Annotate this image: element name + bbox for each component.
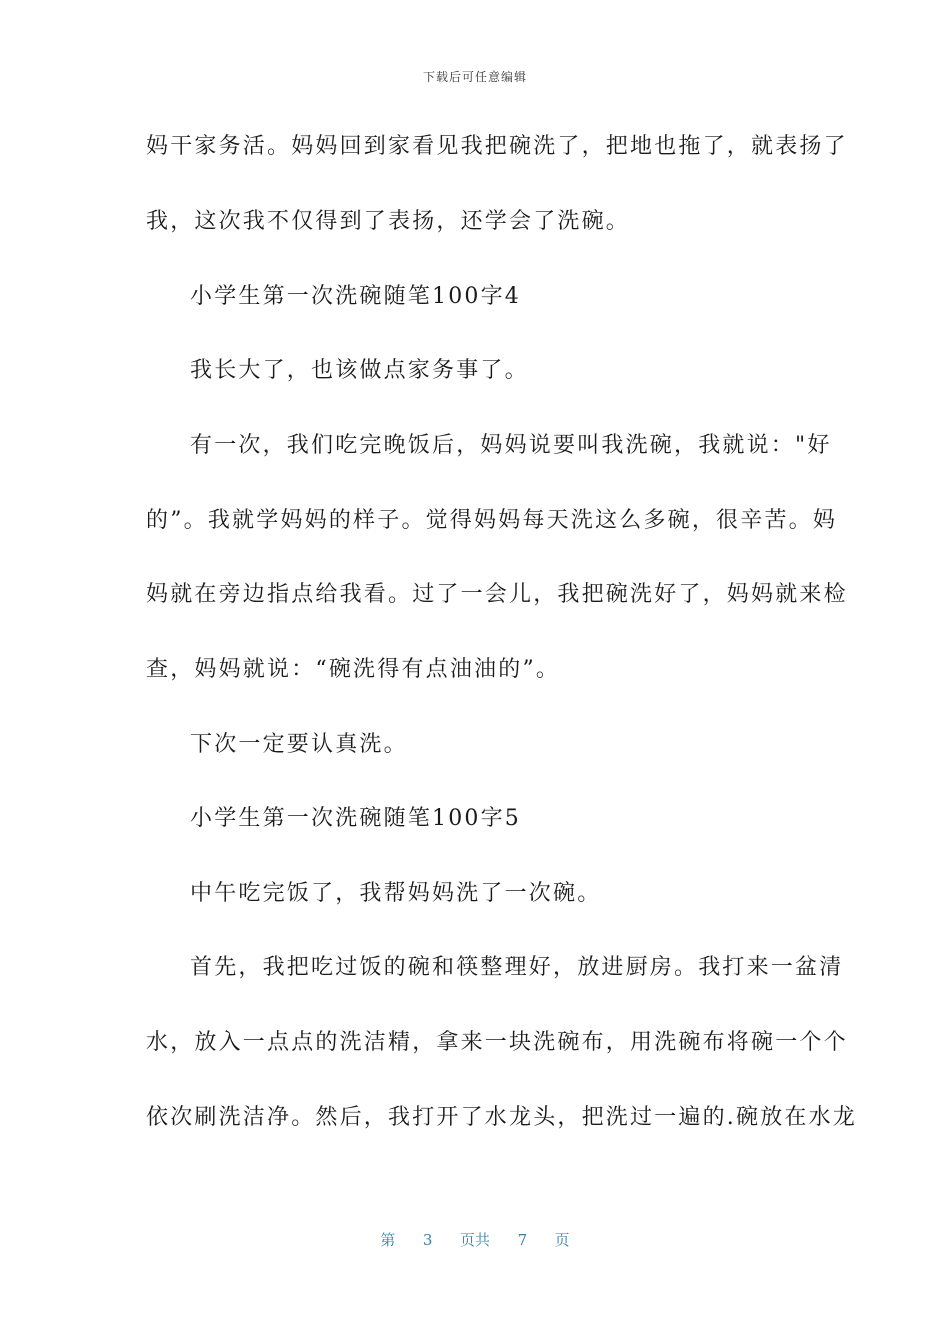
page-label-mid: 页共 bbox=[459, 1231, 490, 1249]
body-line: 水，放入一点点的洗洁精，拿来一块洗碗布，用洗碗布将碗一个个 bbox=[146, 1030, 848, 1055]
current-page-number: 3 bbox=[422, 1231, 433, 1249]
body-line: 我，这次我不仅得到了表扬，还学会了洗碗。 bbox=[146, 209, 631, 234]
body-line: 有一次，我们吃完晚饭后，妈妈说要叫我洗碗，我就说："好 bbox=[190, 433, 832, 458]
body-line: 妈干家务活。妈妈回到家看见我把碗洗了，把地也拖了，就表扬了 bbox=[146, 134, 848, 159]
page-indicator bbox=[0, 1229, 950, 1250]
page-label-prefix: 第 bbox=[380, 1231, 396, 1249]
body-line: 妈就在旁边指点给我看。过了一会儿，我把碗洗好了，妈妈就来检 bbox=[146, 582, 848, 607]
header-note: 下载后可任意编辑 bbox=[422, 70, 527, 84]
body-line: 首先，我把吃过饭的碗和筷整理好，放进厨房。我打来一盆清 bbox=[190, 955, 844, 980]
section-heading: 小学生第一次洗碗随笔100字5 bbox=[190, 806, 521, 831]
body-line: 依次刷洗洁净。然后，我打开了水龙头，把洗过一遍的.碗放在水龙 bbox=[146, 1105, 857, 1130]
body-line: 下次一定要认真洗。 bbox=[190, 732, 408, 757]
body-line: 我长大了，也该做点家务事了。 bbox=[190, 358, 529, 383]
body-line: 查，妈妈就说：“碗洗得有点油油的”。 bbox=[146, 657, 561, 682]
page-label-suffix: 页 bbox=[554, 1231, 570, 1249]
body-line: 中午吃完饭了，我帮妈妈洗了一次碗。 bbox=[190, 881, 602, 906]
total-pages-number: 7 bbox=[517, 1231, 528, 1249]
section-heading: 小学生第一次洗碗随笔100字4 bbox=[190, 284, 521, 309]
body-line: 的”。我就学妈妈的样子。觉得妈妈每天洗这么多碗，很辛苦。妈 bbox=[146, 508, 838, 533]
